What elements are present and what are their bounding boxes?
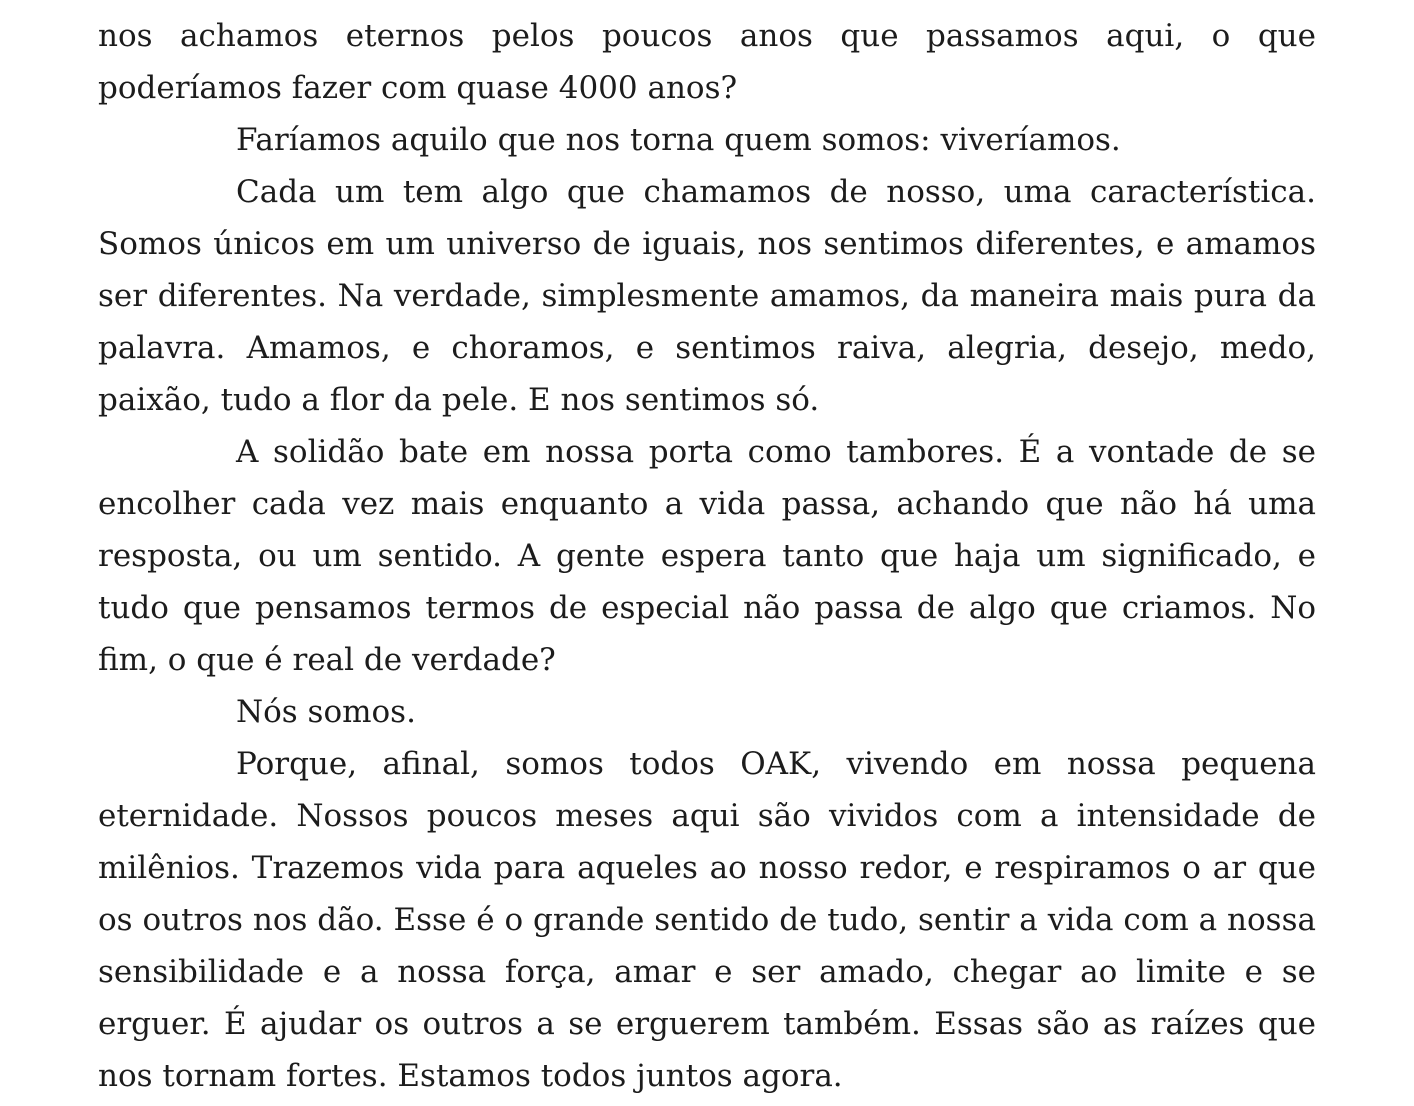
paragraph-continuation: nos achamos eternos pelos poucos anos que passamos aqui, o que poderíamos fazer com quase 4000 anos? <box>98 18 1316 106</box>
paragraph: Porque, afinal, somos todos OAK, vivendo em nossa pequena eternidade. Nossos poucos meses aqui são vividos com a intensidade de milênios. Trazemos vida para aqueles ao nosso redor, e respiramos o ar que os outros nos dão. Esse é o grande sentido de tudo, sentir a vida com a nossa sensibilidade e a nossa força, amar e ser amado, chegar ao limite e se erguer. É ajudar os outros a se erguerem também. Essas são as raízes que nos tornam fortes. Estamos todos juntos agora. <box>98 746 1316 1094</box>
paragraph: Cada um tem algo que chamamos de nosso, uma característica. Somos únicos em um universo de iguais, nos sentimos diferentes, e amamos ser diferentes. Na verdade, simplesmente amamos, da maneira mais pura da palavra. Amamos, e choramos, e sentimos raiva, alegria, desejo, medo, paixão, tudo a flor da pele. E nos sentimos só. <box>98 174 1316 418</box>
paragraph: Faríamos aquilo que nos torna quem somos: viveríamos. <box>236 122 1121 158</box>
document-page <box>98 10 1316 1102</box>
paragraph: A solidão bate em nossa porta como tambores. É a vontade de se encolher cada vez mais enquanto a vida passa, achando que não há uma resposta, ou um sentido. A gente espera tanto que haja um significado, e tudo que pensamos termos de especial não passa de algo que criamos. No fim, o que é real de verdade? <box>98 434 1316 678</box>
paragraph: Nós somos. <box>236 694 416 730</box>
